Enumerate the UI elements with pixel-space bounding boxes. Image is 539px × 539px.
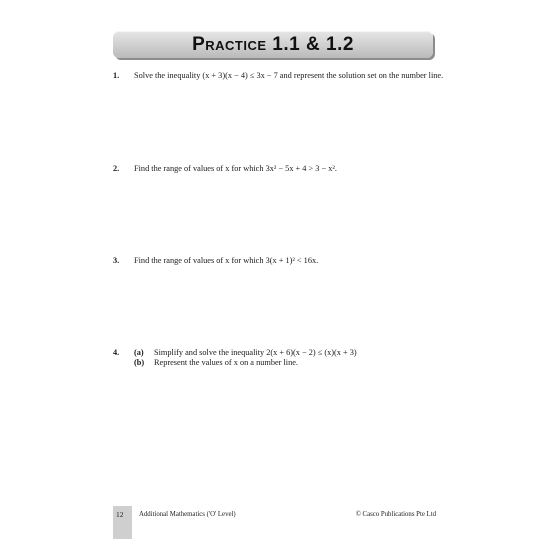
question-number: 1. (113, 71, 120, 80)
part-label: (b) (134, 358, 145, 367)
question-text: Solve the inequality (x + 3)(x − 4) ≤ 3x − 7 and represent the solution set on the number line. (134, 71, 444, 80)
part-label: (a) (134, 348, 144, 357)
title-banner (113, 31, 433, 58)
copyright-notice: © Casco Publications Pte Ltd (355, 511, 436, 518)
question-number: 4. (113, 348, 120, 357)
question-number: 2. (113, 164, 120, 173)
book-title: Additional Mathematics ('O' Level) (139, 511, 236, 518)
question-text: Find the range of values of x for which 3(x + 1)² < 16x. (134, 256, 319, 265)
page-title: Practice 1.1 & 1.2 (192, 33, 354, 55)
part-text: Represent the values of x on a number line. (154, 358, 299, 367)
page-number: 12 (116, 510, 124, 519)
question-part-b (134, 357, 298, 368)
question-text: Find the range of values of x for which 3x² − 5x + 4 > 3 − x². (134, 164, 337, 173)
question-number: 3. (113, 256, 120, 265)
part-text: Simplify and solve the inequality 2(x + 6)(x − 2) ≤ (x)(x + 3) (154, 348, 357, 357)
